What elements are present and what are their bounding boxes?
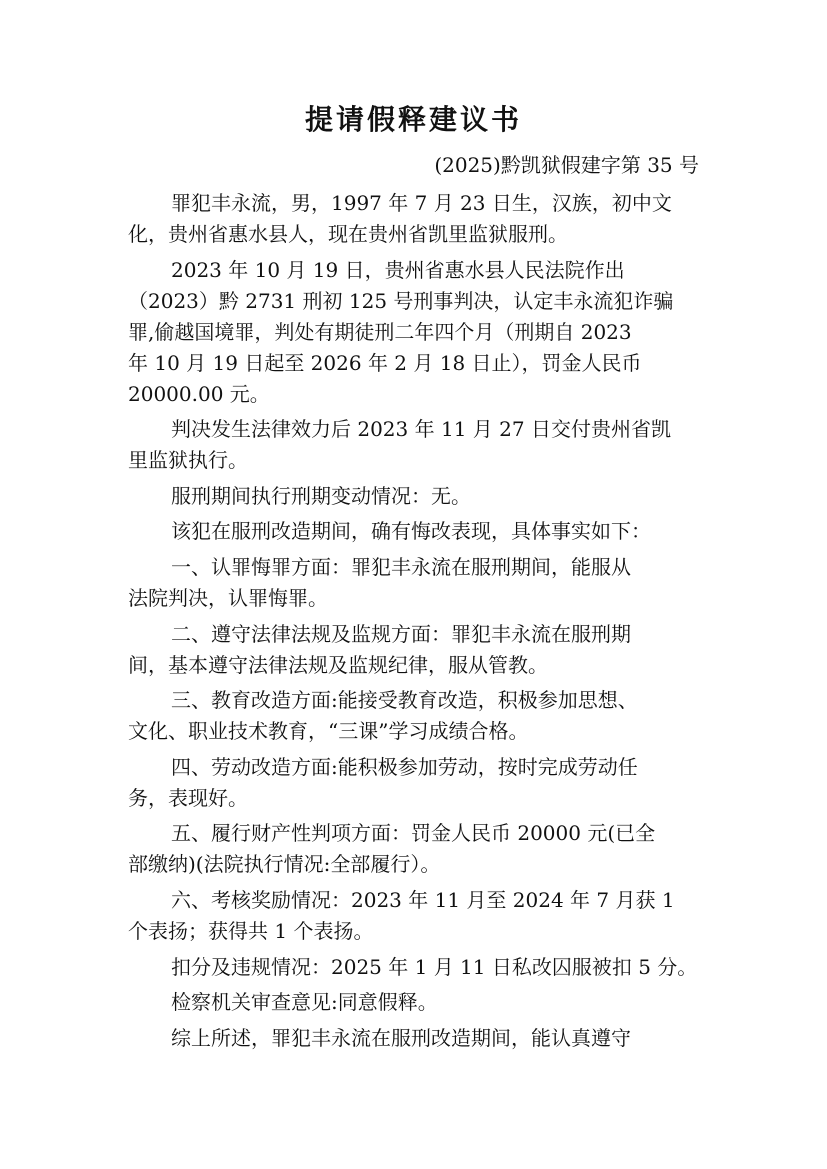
paragraph-property bbox=[128, 818, 698, 880]
text-line: 该犯在服刑改造期间，确有悔改表现，具体事实如下： bbox=[171, 519, 651, 544]
text-line: 20000.00 元。 bbox=[128, 381, 270, 406]
paragraph-remorse bbox=[128, 552, 698, 614]
text-line: 一、认罪悔罪方面：罪犯丰永流在服刑期间，能服从 bbox=[171, 554, 631, 579]
text-line: 里监狱执行。 bbox=[128, 448, 248, 473]
paragraph-education bbox=[128, 685, 698, 747]
text-line: 罪,偷越国境罪，判处有期徒刑二年四个月（刑期自 2023 bbox=[128, 319, 632, 344]
text-line: 四、劳动改造方面:能积极参加劳动，按时完成劳动任 bbox=[171, 754, 638, 779]
text-line: 部缴纳)(法院执行情况:全部履行）。 bbox=[128, 852, 441, 877]
paragraph-judgment bbox=[128, 255, 698, 410]
paragraph-violations bbox=[128, 952, 698, 983]
text-line: 罪犯丰永流，男，1997 年 7 月 23 日生，汉族，初中文 bbox=[171, 191, 672, 215]
text-line: 个表扬；获得共 1 个表扬。 bbox=[128, 918, 374, 943]
text-line: 年 10 月 19 日起至 2026 年 2 月 18 日止），罚金人民币 bbox=[128, 350, 642, 375]
text-line: 服刑期间执行刑期变动情况：无。 bbox=[171, 483, 471, 508]
document-body bbox=[128, 188, 698, 1058]
text-line: 扣分及违规情况：2025 年 1 月 11 日私改囚服被扣 5 分。 bbox=[171, 954, 698, 979]
text-line: 五、履行财产性判项方面：罚金人民币 20000 元(已全 bbox=[171, 821, 656, 846]
text-line: 文化、职业技术教育，“三课”学习成绩合格。 bbox=[128, 719, 529, 744]
text-line: 化，贵州省惠水县人，现在贵州省凯里监狱服刑。 bbox=[128, 222, 568, 246]
text-line: 法院判决，认罪悔罪。 bbox=[128, 585, 328, 610]
text-line: 判决发生法律效力后 2023 年 11 月 27 日交付贵州省凯 bbox=[171, 417, 671, 442]
text-line: 六、考核奖励情况：2023 年 11 月至 2024 年 7 月获 1 bbox=[171, 887, 675, 912]
text-line: （2023）黔 2731 刑初 125 号刑事判决，认定丰永流犯诈骗 bbox=[128, 288, 674, 313]
document-number: (2025)黔凯狱假建字第 35 号 bbox=[434, 153, 699, 177]
paragraph-delivery bbox=[128, 414, 698, 476]
text-line: 二、遵守法律法规及监规方面：罪犯丰永流在服刑期 bbox=[171, 621, 631, 646]
document-title: 提请假释建议书 bbox=[304, 103, 522, 136]
text-line: 综上所述，罪犯丰永流在服刑改造期间，能认真遵守 bbox=[171, 1025, 631, 1050]
text-line: 间，基本遵守法律法规及监规纪律，服从管教。 bbox=[128, 652, 548, 677]
text-line: 三、教育改造方面:能接受教育改造，积极参加思想、 bbox=[171, 688, 638, 713]
paragraph-conclusion bbox=[128, 1023, 698, 1054]
text-line: 2023 年 10 月 19 日，贵州省惠水县人民法院作出 bbox=[171, 257, 625, 282]
paragraph-facts-intro bbox=[128, 516, 698, 547]
paragraph-convict-info bbox=[128, 188, 698, 250]
paragraph-procuratorate bbox=[128, 987, 698, 1018]
paragraph-rewards bbox=[128, 885, 698, 947]
paragraph-discipline bbox=[128, 619, 698, 681]
text-line: 检察机关审查意见:同意假释。 bbox=[171, 990, 438, 1015]
text-line: 务，表现好。 bbox=[128, 785, 248, 810]
paragraph-labor bbox=[128, 752, 698, 814]
paragraph-sentence-change bbox=[128, 481, 698, 512]
